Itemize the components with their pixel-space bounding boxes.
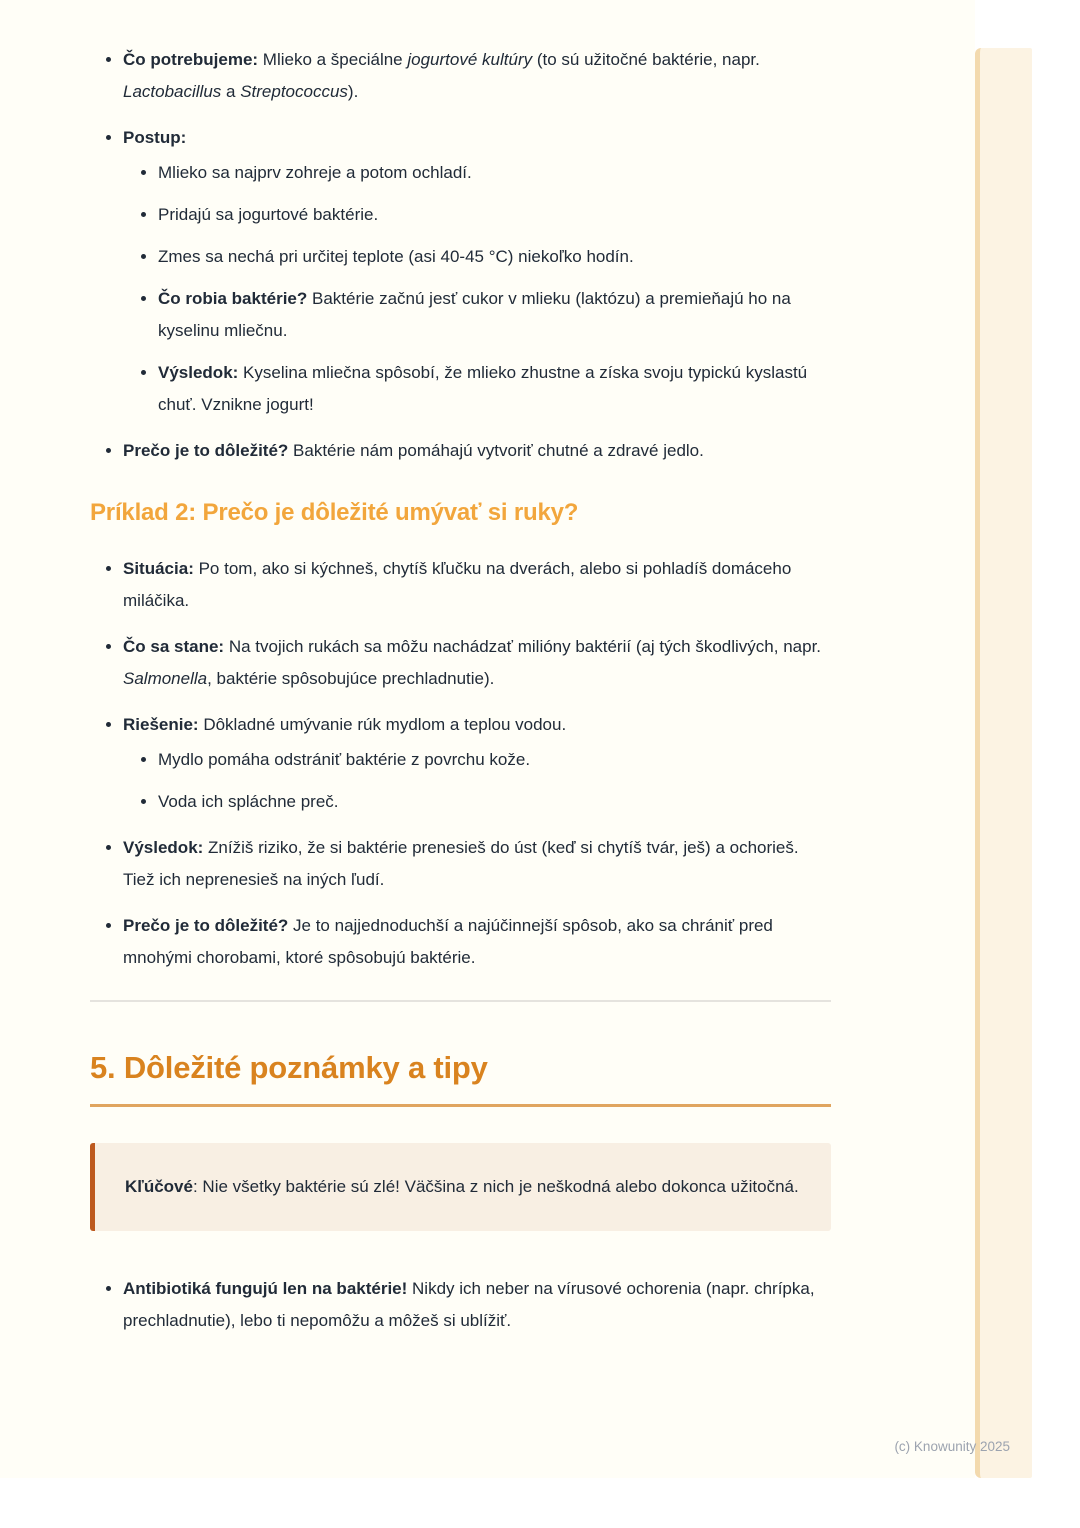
nested-list-item [158, 199, 831, 231]
bold-text: Antibiotiká fungujú len na baktérie! [123, 1279, 408, 1298]
text-run: a [221, 82, 241, 101]
bold-text: Postup: [123, 128, 187, 147]
text-run: (to sú užitočné baktérie, napr. [532, 50, 760, 69]
list-item-text [158, 750, 530, 769]
list-item-text [123, 559, 791, 610]
page-edge-strip [975, 48, 1032, 1478]
text-run: Baktérie začnú jesť cukor v mlieku (laktózu) a premieňajú ho na kyselinu mliečnu. [158, 289, 791, 340]
list-item [123, 553, 831, 617]
bold-text: Čo sa stane: [123, 637, 225, 656]
list-item-text [158, 205, 378, 224]
italic-text: Salmonella [123, 669, 208, 688]
list-item [123, 122, 831, 421]
bold-text: Situácia: [123, 559, 194, 578]
list-item [123, 709, 831, 818]
list-item-text [123, 715, 566, 734]
text-run: Pridajú sa jogurtové baktérie. [158, 205, 379, 224]
nested-list [123, 744, 831, 818]
yogurt-steps-list [90, 44, 831, 467]
list-item [123, 832, 831, 896]
list-item-text [123, 838, 799, 889]
bold-text: Kľúčové [125, 1177, 193, 1196]
bold-text: Prečo je to dôležité? [123, 441, 289, 460]
list-item [123, 1273, 831, 1337]
bold-text: Prečo je to dôležité? [123, 916, 289, 935]
text-run: Je to najjednoduchší a najúčinnejší spôsob, ako sa chrániť pred mnohými chorobami, ktoré spôsobujú baktérie. [123, 916, 773, 967]
list-item-text [158, 163, 472, 182]
nested-list-item [158, 157, 831, 189]
section-divider [90, 1000, 831, 1002]
text-run: Znížiš riziko, že si baktérie prenesieš do úst (keď si chytíš tvár, ješ) a ochorieš. Tiež ich neprenesieš na iných ľudí. [123, 838, 799, 889]
italic-text: Lactobacillus [123, 82, 222, 101]
list-item-text [123, 637, 821, 688]
list-item-text [158, 363, 807, 414]
text-run: Na tvojich rukách sa môžu nachádzať milióny baktérií (aj tých škodlivých, napr. [224, 637, 822, 656]
text-run: ). [347, 82, 359, 101]
example2-heading: Príklad 2: Prečo je dôležité umývať si ruky? [90, 499, 579, 526]
list-item [123, 435, 831, 467]
list-item-text [158, 247, 634, 266]
text-run: , baktérie spôsobujúce prechladnutie). [207, 669, 495, 688]
text-run: Voda ich spláchne preč. [158, 792, 339, 811]
bold-text: Výsledok: [158, 363, 239, 382]
italic-text: jogurtové kultúry [407, 50, 533, 69]
bold-text: Riešenie: [123, 715, 199, 734]
bold-text: Výsledok: [123, 838, 204, 857]
nested-list [123, 157, 831, 421]
section5-heading: 5. Dôležité poznámky a tipy [90, 1048, 831, 1107]
nested-list-item [158, 283, 831, 347]
text-run: Baktérie nám pomáhajú vytvoriť chutné a zdravé jedlo. [288, 441, 704, 460]
document-content [90, 44, 831, 1351]
text-run: Dôkladné umývanie rúk mydlom a teplou vodou. [198, 715, 567, 734]
italic-text: Streptococcus [240, 82, 348, 101]
list-item-text [158, 289, 791, 340]
list-item [123, 910, 831, 974]
list-item-text [123, 916, 773, 967]
bold-text: Čo robia baktérie? [158, 289, 308, 308]
text-run: Mlieko sa najprv zohreje a potom ochladí. [158, 163, 472, 182]
list-item-text [123, 1279, 815, 1330]
list-item-text [158, 792, 339, 811]
text-run: Zmes sa nechá pri určitej teplote (asi 40-45 °C) niekoľko hodín. [158, 247, 634, 266]
list-item [123, 631, 831, 695]
nested-list-item [158, 786, 831, 818]
key-note-callout [90, 1143, 831, 1231]
text-run: Kyselina mliečna spôsobí, že mlieko zhustne a získa svoju typickú kyslastú chuť. Vznikne jogurt! [158, 363, 808, 414]
list-item [123, 44, 831, 108]
handwashing-list [90, 553, 831, 974]
text-run: Po tom, ako si kýchneš, chytíš kľučku na dverách, alebo si pohladíš domáceho miláčika. [123, 559, 792, 610]
list-item-text [123, 50, 760, 101]
nested-list-item [158, 744, 831, 776]
bold-text: Čo potrebujeme: [123, 50, 259, 69]
nested-list-item [158, 241, 831, 273]
text-run: Nikdy ich neber na vírusové ochorenia (napr. chrípka, prechladnutie), lebo ti nepomôžu a môžeš si ublížiť. [123, 1279, 815, 1330]
text-run: Mydlo pomáha odstrániť baktérie z povrchu kože. [158, 750, 531, 769]
text-run: : Nie všetky baktérie sú zlé! Väčšina z nich je neškodná alebo dokonca užitočná. [192, 1177, 799, 1196]
list-item-text [123, 128, 186, 147]
list-item-text [123, 441, 704, 460]
text-run: Mlieko a špeciálne [258, 50, 408, 69]
nested-list-item [158, 357, 831, 421]
tips-list [90, 1273, 831, 1337]
copyright-watermark: (c) Knowunity 2025 [894, 1439, 1010, 1454]
